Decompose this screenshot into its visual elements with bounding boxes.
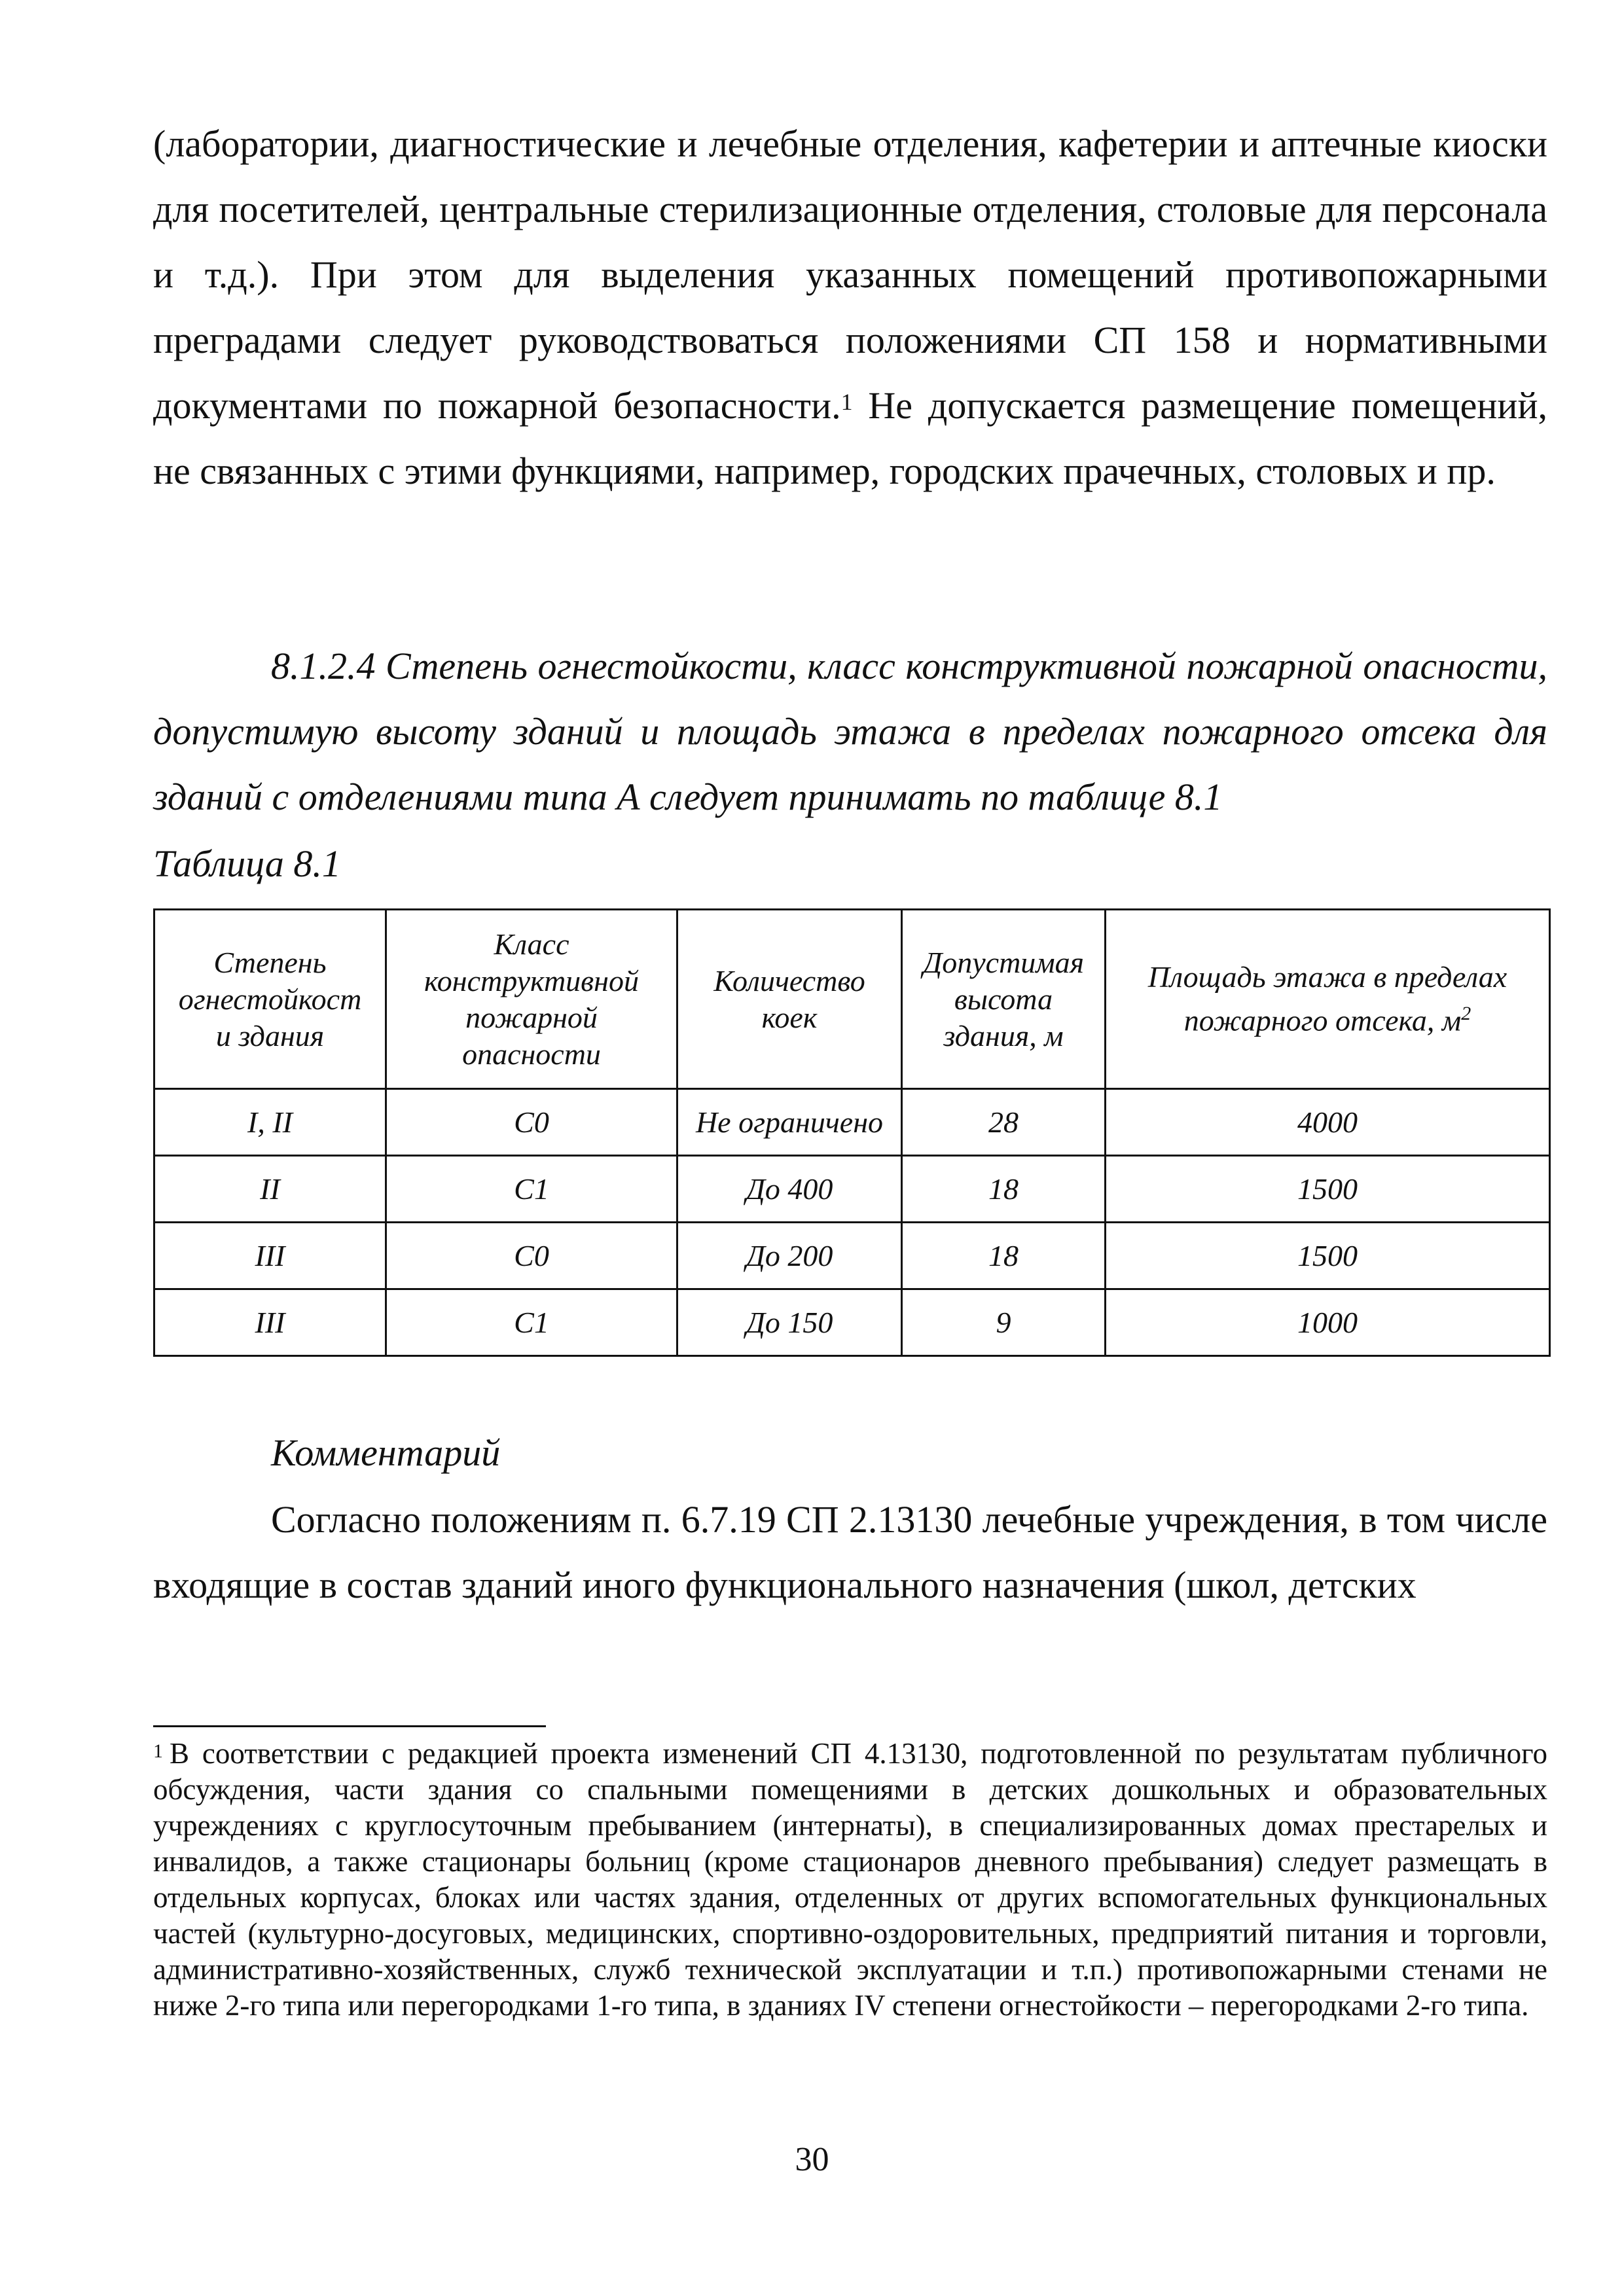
table-cell: 4000 bbox=[1106, 1089, 1550, 1156]
table-cell: 9 bbox=[902, 1289, 1106, 1356]
table-row bbox=[154, 1289, 1550, 1356]
clause-text: 8.1.2.4 Степень огнестойкости, класс конструктивной пожарной опасности, допустимую высоту зданий и площадь этажа в пределах пожарного отсека для зданий с отделениями типа А следует принимать по таблице 8.1 bbox=[153, 645, 1547, 818]
table-cell: До 400 bbox=[677, 1156, 902, 1223]
clause-8-1-2-4 bbox=[153, 634, 1547, 830]
table-cell: С0 bbox=[386, 1089, 677, 1156]
page-number: 30 bbox=[795, 2141, 829, 2178]
table-row bbox=[154, 1156, 1550, 1223]
table-caption bbox=[153, 831, 1547, 897]
table-cell: III bbox=[154, 1223, 386, 1289]
table-cell: 18 bbox=[902, 1223, 1106, 1289]
table-cell: 18 bbox=[902, 1156, 1106, 1223]
table-row bbox=[154, 1223, 1550, 1289]
table-cell: До 200 bbox=[677, 1223, 902, 1289]
table-cell: С1 bbox=[386, 1289, 677, 1356]
table-cell: 1500 bbox=[1106, 1156, 1550, 1223]
table-cell: 1500 bbox=[1106, 1223, 1550, 1289]
table-cell: С1 bbox=[386, 1156, 677, 1223]
comment-text: Согласно положениям п. 6.7.19 СП 2.13130 лечебные учреждения, в том числе входящие в состав зданий иного функционального назначения (школ, детских bbox=[153, 1498, 1547, 1606]
intro-text-after: Не допускается размещение помещений, не связанных с этими функциями, например, городских прачечных, столовых и пр. bbox=[153, 384, 1548, 492]
table-cell: I, II bbox=[154, 1089, 386, 1156]
table-cell: II bbox=[154, 1156, 386, 1223]
header-bed-count: Количество коек bbox=[677, 910, 902, 1089]
comment-paragraph bbox=[153, 1487, 1547, 1618]
table-cell: 28 bbox=[902, 1089, 1106, 1156]
table-cell: Не ограничено bbox=[677, 1089, 902, 1156]
header-floor-area-unit-sup: 2 bbox=[1461, 1003, 1471, 1025]
intro-text: (лаборатории, диагностические и лечебные отделения, кафетерии и аптечные киоски для посетителей, центральные стерилизационные отделения, столовые для персонала и т.д.). При этом для выделения указанных помещений противопожарными преградами следует руководствоваться положениями СП 158 и нормативными документами по пожарной безопасности. bbox=[153, 122, 1547, 427]
footnote bbox=[153, 1736, 1547, 2024]
table-cell: До 150 bbox=[677, 1289, 902, 1356]
intro-paragraph bbox=[153, 111, 1547, 504]
header-max-height: Допустимая высота здания, м bbox=[902, 910, 1106, 1089]
header-construction-class: Класс конструктивной пожарной опасности bbox=[386, 910, 677, 1089]
comment-heading-text: Комментарий bbox=[271, 1431, 501, 1474]
table-header-row bbox=[154, 910, 1550, 1089]
table-row bbox=[154, 1089, 1550, 1156]
footnote-number: 1 bbox=[153, 1740, 163, 1762]
footnote-text: В соответствии с редакцией проекта изменений СП 4.13130, подготовленной по результатам публичного обсуждения, части здания со спальными помещениями в детских дошкольных и образовательных учреждениях с круглосуточным пребыванием (интернаты), в специализированных домах престарелых и инвалидов, а также стационары больниц (кроме стационаров дневного пребывания) следует размещать в отдельных корпусах, блоках или частях здания, отделенных от других вспомогательных функциональных частей (культурно-досуговых, медицинских, спортивно-оздоровительных, предприятий питания и торговли, административно-хозяйственных, служб технической эксплуатации и т.п.) противопожарными стенами не ниже 2-го типа или перегородками 1-го типа, в зданиях IV степени огнестойкости – перегородками 2-го типа. bbox=[153, 1737, 1547, 2022]
header-floor-area bbox=[1106, 910, 1550, 1089]
header-floor-area-text: Площадь этажа в пределах пожарного отсека, м bbox=[1147, 960, 1507, 1037]
footnote-reference[interactable]: 1 bbox=[840, 389, 853, 415]
fire-resistance-table bbox=[153, 908, 1551, 1357]
table-cell: 1000 bbox=[1106, 1289, 1550, 1356]
table-cell: III bbox=[154, 1289, 386, 1356]
header-fire-resistance-degree: Степень огнестойкост и здания bbox=[154, 910, 386, 1089]
table-cell: С0 bbox=[386, 1223, 677, 1289]
comment-heading bbox=[153, 1420, 1547, 1486]
footnote-separator bbox=[153, 1725, 546, 1727]
table-caption-text: Таблица 8.1 bbox=[153, 842, 341, 885]
